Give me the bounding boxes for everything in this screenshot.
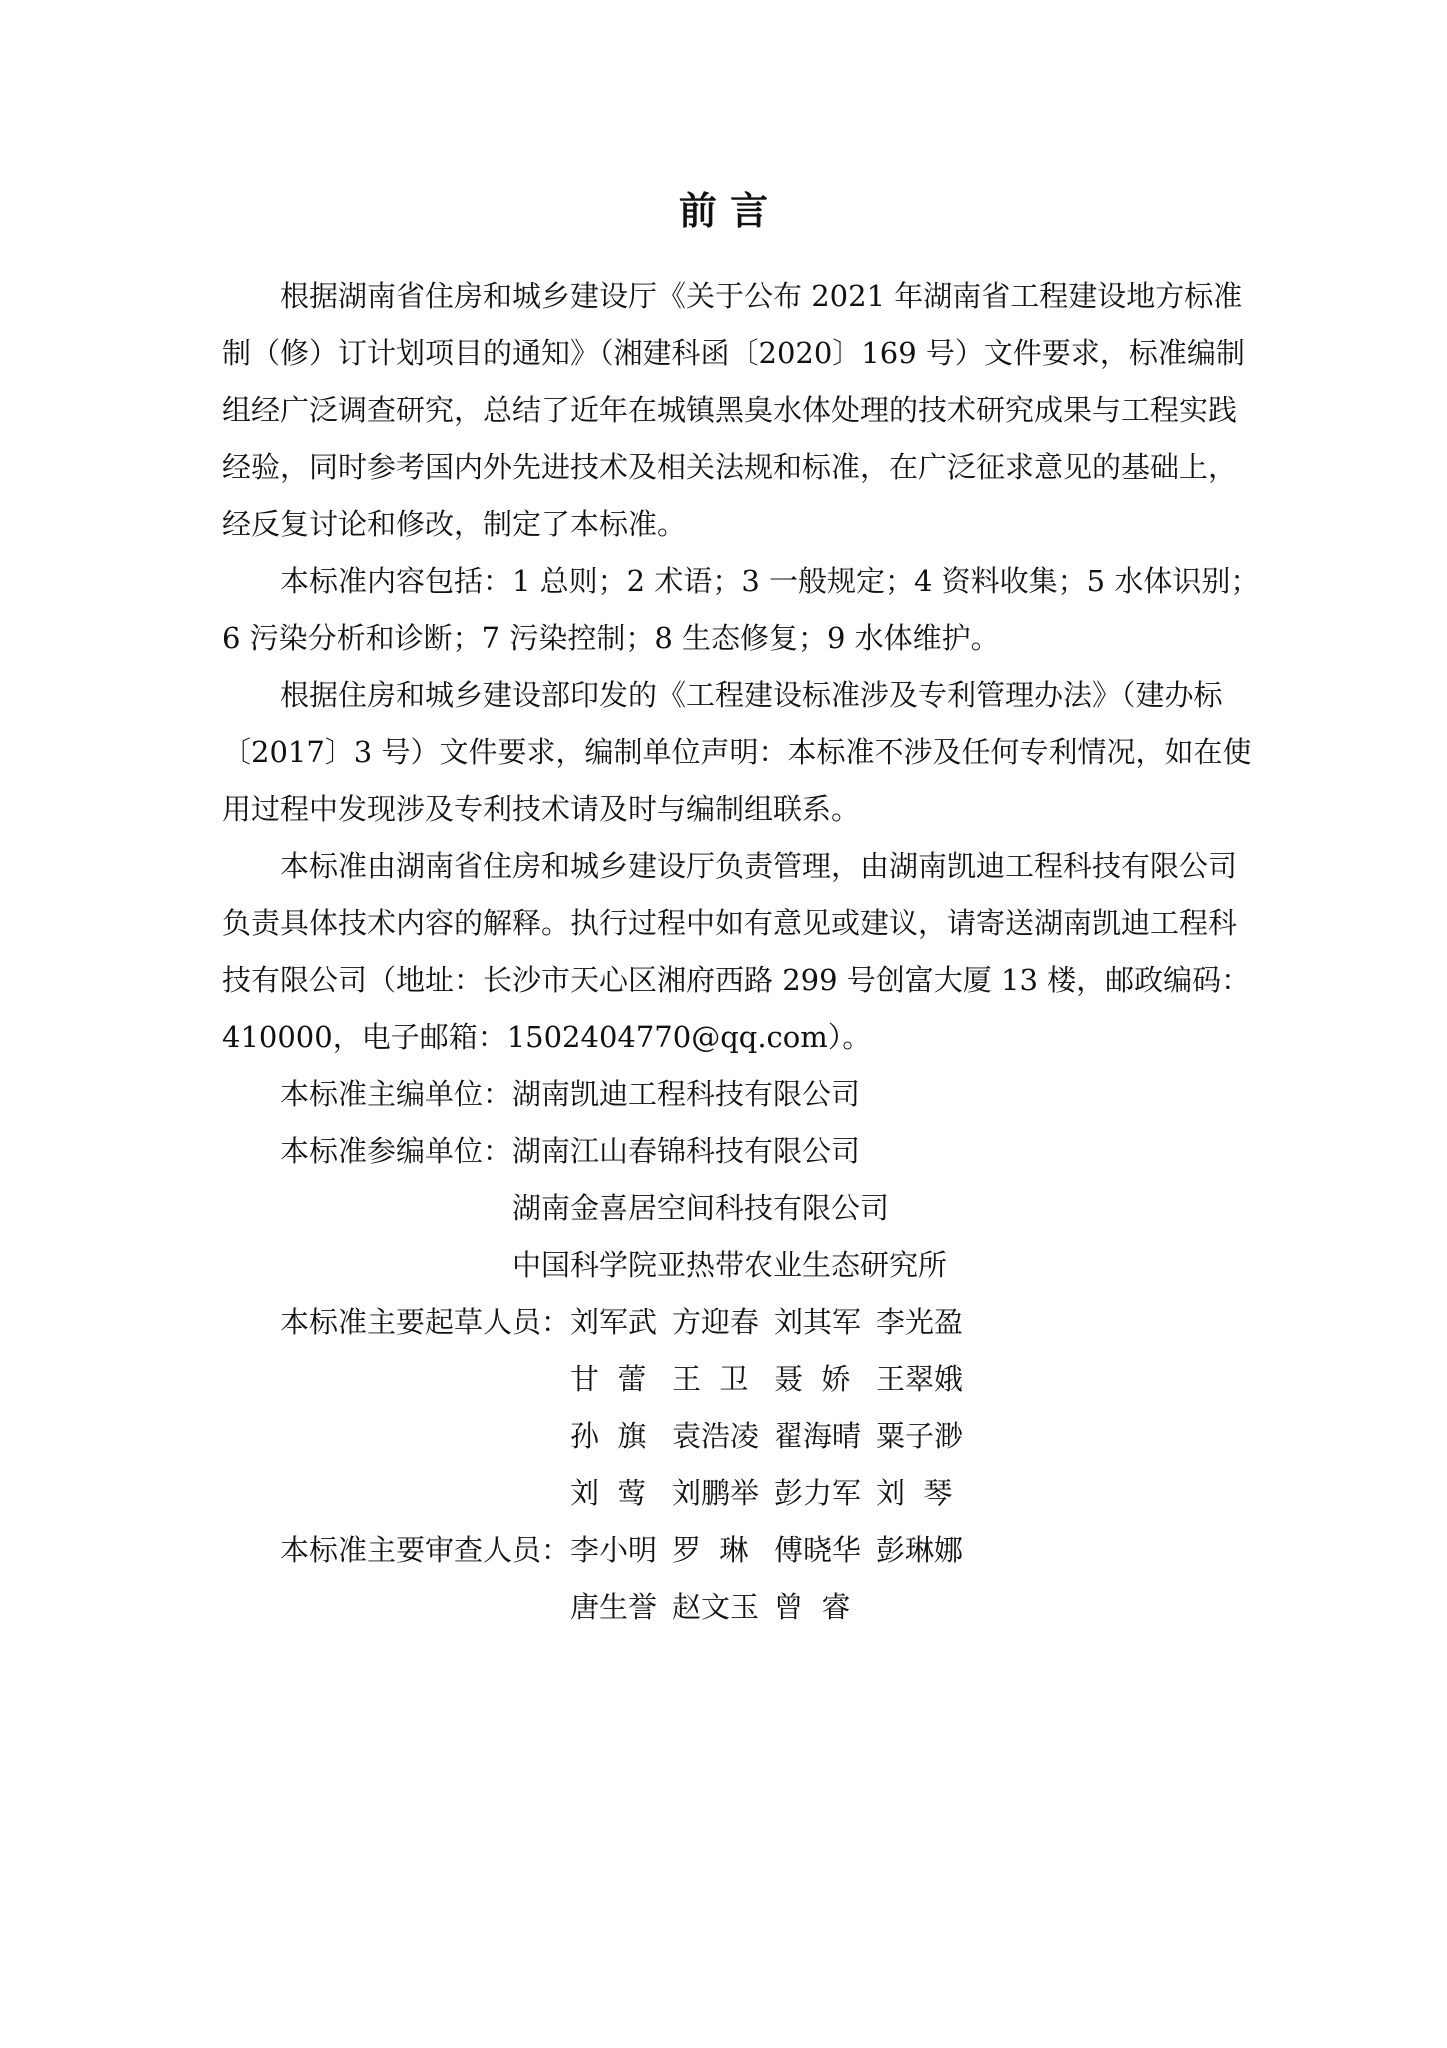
name-group (570, 1579, 876, 1636)
person-name: 刘 琴 (876, 1476, 953, 1510)
person-name: 傅晓华 (774, 1533, 862, 1567)
drafters-row (222, 1408, 1234, 1465)
person-name: 刘 莺 (570, 1476, 647, 1510)
name-group (570, 1294, 978, 1351)
person-name: 王翠娥 (876, 1362, 964, 1396)
person-name: 甘 蕾 (570, 1362, 647, 1396)
drafters-row (222, 1351, 1234, 1408)
paragraph-management (222, 838, 1251, 1066)
participating-unit-value: 湖南江山春锦科技有限公司 (512, 1134, 861, 1168)
person-name: 王 卫 (672, 1362, 749, 1396)
person-name: 李小明 (570, 1533, 658, 1567)
text-line: 根据住房和城乡建设部印发的《工程建设标准涉及专利管理办法》（建办标 (280, 678, 1223, 712)
text-line: 根据湖南省住房和城乡建设厅《关于公布 2021 年湖南省工程建设地方标准 (280, 279, 1243, 313)
name-group (570, 1522, 978, 1579)
participating-unit-row (222, 1237, 1234, 1294)
text-line: 用过程中发现涉及专利技术请及时与编制组联系。 (222, 792, 861, 826)
participating-unit-value: 中国科学院亚热带农业生态研究所 (512, 1248, 948, 1282)
person-name: 孙 旗 (570, 1419, 647, 1453)
reviewers-label: 本标准主要审查人员： (280, 1533, 571, 1567)
text-line: 〔2017〕3 号）文件要求，编制单位声明：本标准不涉及任何专利情况，如在使 (222, 735, 1252, 769)
person-name: 刘鹏举 (672, 1476, 760, 1510)
person-name: 彭力军 (774, 1476, 862, 1510)
paragraph-patent (222, 667, 1252, 838)
text-line: 经验，同时参考国内外先进技术及相关法规和标准，在广泛征求意见的基础上， (222, 450, 1238, 484)
participating-unit-row (222, 1123, 1234, 1180)
text-line: 技有限公司（地址：长沙市天心区湘府西路 299 号创富大厦 13 楼，邮政编码： (222, 963, 1251, 997)
person-name: 粟子渺 (876, 1419, 964, 1453)
person-name: 翟海晴 (774, 1419, 862, 1453)
paragraph-basis (222, 268, 1245, 553)
participating-unit-row (222, 1180, 1234, 1237)
person-name: 罗 琳 (672, 1533, 749, 1567)
person-name: 彭琳娜 (876, 1533, 964, 1567)
text-line: 负责具体技术内容的解释。执行过程中如有意见或建议，请寄送湖南凯迪工程科 (222, 906, 1238, 940)
person-name: 赵文玉 (672, 1590, 760, 1624)
text-line: 经反复讨论和修改，制定了本标准。 (222, 507, 687, 541)
person-name: 刘其军 (774, 1305, 862, 1339)
drafters-row (222, 1294, 1234, 1351)
chief-unit-label: 本标准主编单位： (280, 1077, 513, 1111)
text-line: 组经广泛调查研究，总结了近年在城镇黑臭水体处理的技术研究成果与工程实践 (222, 393, 1238, 427)
person-name: 曾 睿 (774, 1590, 851, 1624)
text-line: 本标准内容包括：1 总则；2 术语；3 一般规定；4 资料收集；5 水体识别； (280, 564, 1260, 598)
drafters-row (222, 1465, 1234, 1522)
text-line: 制（修）订计划项目的通知》（湘建科函〔2020〕169 号）文件要求，标准编制 (222, 336, 1245, 370)
person-name: 方迎春 (672, 1305, 760, 1339)
chief-unit-row (222, 1066, 1234, 1123)
paragraph-contents (222, 553, 1260, 667)
name-group (570, 1465, 978, 1522)
text-line: 6 污染分析和诊断；7 污染控制；8 生态修复；9 水体维护。 (222, 621, 1000, 655)
page-title: 前 言 (678, 188, 769, 233)
name-group (570, 1408, 978, 1465)
chief-unit-value: 湖南凯迪工程科技有限公司 (512, 1077, 861, 1111)
person-name: 聂 娇 (774, 1362, 851, 1396)
person-name: 刘军武 (570, 1305, 658, 1339)
reviewers-row (222, 1579, 1234, 1636)
document-body (222, 268, 1260, 1636)
text-line: 410000，电子邮箱：1502404770@qq.com）。 (222, 1020, 872, 1054)
participating-unit-value: 湖南金喜居空间科技有限公司 (512, 1191, 890, 1225)
name-group (570, 1351, 978, 1408)
person-name: 唐生誉 (570, 1590, 658, 1624)
drafters-label: 本标准主要起草人员： (280, 1305, 571, 1339)
person-name: 袁浩凌 (672, 1419, 760, 1453)
participating-unit-label: 本标准参编单位： (280, 1134, 513, 1168)
text-line: 本标准由湖南省住房和城乡建设厅负责管理，由湖南凯迪工程科技有限公司 (280, 849, 1238, 883)
person-name: 李光盈 (876, 1305, 964, 1339)
reviewers-row (222, 1522, 1234, 1579)
